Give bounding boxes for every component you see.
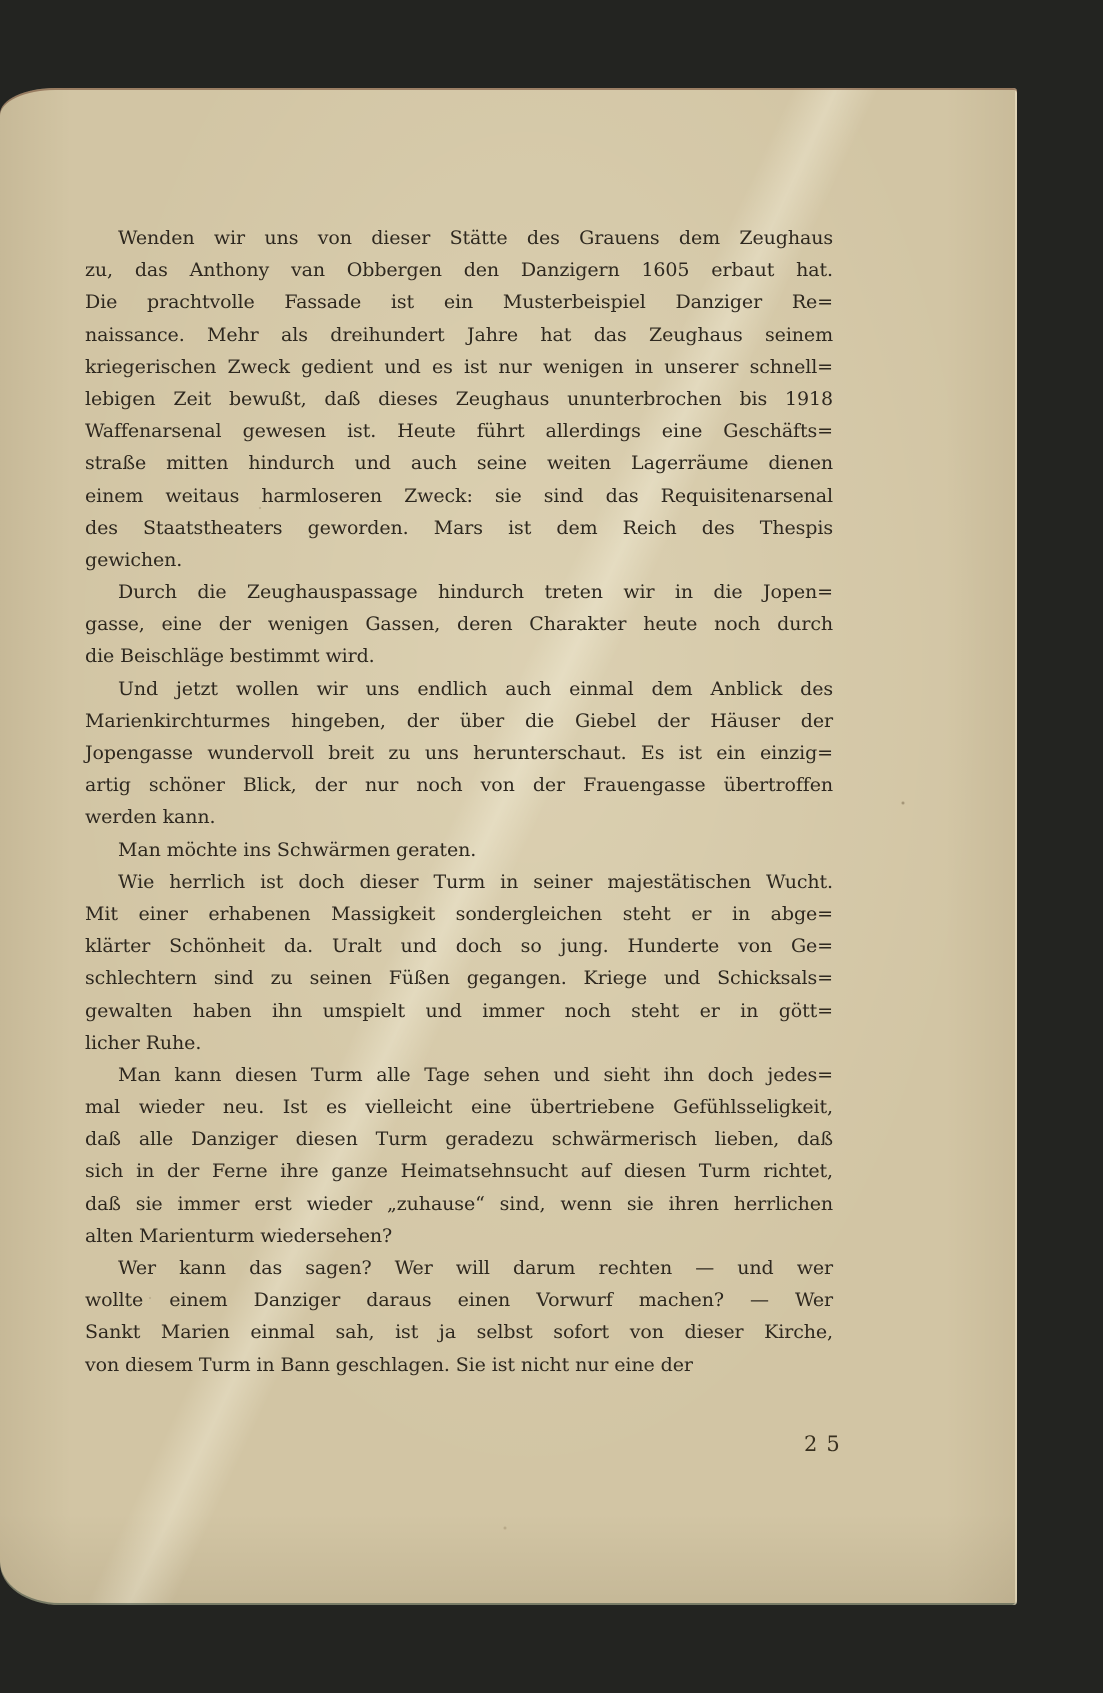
text-line: Man möchte ins Schwärmen geraten. bbox=[118, 838, 477, 861]
text-line: alten Marienturm wiedersehen? bbox=[85, 1224, 393, 1247]
text-line: Sankt Marien einmal sah, ist ja selbst sofort von dieser Kirche, bbox=[85, 1321, 833, 1344]
text-line: Wie herrlich ist doch dieser Turm in seiner majestätischen Wucht. bbox=[118, 870, 833, 893]
text-line: straße mitten hindurch und auch seine weiten Lagerräume dienen bbox=[85, 452, 833, 475]
text-line: mal wieder neu. Ist es vielleicht eine übertriebene Gefühlsseligkeit, bbox=[85, 1096, 833, 1119]
text-line: zu, das Anthony van Obbergen den Danzigern 1605 erbaut hat. bbox=[85, 259, 833, 282]
text-line: daß alle Danziger diesen Turm geradezu schwärmerisch lieben, daß bbox=[85, 1128, 833, 1151]
text-line: licher Ruhe. bbox=[85, 1031, 202, 1054]
text-line: naissance. Mehr als dreihundert Jahre hat das Zeughaus seinem bbox=[85, 323, 833, 346]
text-line: Wenden wir uns von dieser Stätte des Grauens dem Zeughaus bbox=[118, 227, 833, 249]
text-line: des Staatstheaters geworden. Mars ist dem Reich des Thespis bbox=[85, 516, 833, 539]
text-line: sich in der Ferne ihre ganze Heimatsehnsucht auf diesen Turm richtet, bbox=[85, 1160, 833, 1183]
text-line: Jopengasse wundervoll breit zu uns herunterschaut. Es ist ein einzig= bbox=[85, 742, 833, 764]
text-line: gewichen. bbox=[85, 548, 183, 571]
text-line: Waffenarsenal gewesen ist. Heute führt allerdings eine Geschäfts= bbox=[85, 420, 833, 443]
text-line: Wer kann das sagen? Wer will darum rechten — und wer bbox=[118, 1257, 833, 1279]
text-line: Mit einer erhabenen Massigkeit sondergleichen steht er in abge= bbox=[85, 902, 833, 925]
text-line: wollte einem Danziger daraus einen Vorwurf machen? — Wer bbox=[85, 1289, 833, 1312]
text-line: gasse, eine der wenigen Gassen, deren Charakter heute noch durch bbox=[85, 613, 833, 636]
text-line: lebigen Zeit bewußt, daß dieses Zeughaus ununterbrochen bis 1918 bbox=[85, 387, 833, 410]
text-line: Durch die Zeughauspassage hindurch treten wir in die Jopen= bbox=[118, 581, 833, 604]
text-line: von diesem Turm in Bann geschlagen. Sie ist nicht nur eine der bbox=[85, 1353, 693, 1376]
page-number: 25 bbox=[804, 1432, 849, 1456]
text-line: einem weitaus harmloseren Zweck: sie sind das Requisitenarsenal bbox=[85, 484, 833, 507]
text-line: Die prachtvolle Fassade ist ein Musterbeispiel Danziger Re= bbox=[85, 291, 833, 314]
text-line: werden kann. bbox=[85, 806, 216, 829]
text-line: artig schöner Blick, der nur noch von der Frauengasse übertroffen bbox=[85, 774, 833, 797]
text-line: daß sie immer erst wieder „zuhause“ sind, wenn sie ihren herrlichen bbox=[85, 1192, 833, 1215]
text-line: schlechtern sind zu seinen Füßen gegangen. Kriege und Schicksals= bbox=[85, 967, 833, 990]
text-line: Man kann diesen Turm alle Tage sehen und sieht ihn doch jedes= bbox=[118, 1063, 833, 1086]
text-line: gewalten haben ihn umspielt und immer noch steht er in gött= bbox=[85, 999, 833, 1022]
text-line: kriegerischen Zweck gedient und es ist nur wenigen in unserer schnell= bbox=[85, 355, 833, 378]
text-line: Und jetzt wollen wir uns endlich auch einmal dem Anblick des bbox=[118, 677, 833, 700]
book-page bbox=[0, 88, 1017, 1605]
text-line: klärter Schönheit da. Uralt und doch so jung. Hunderte von Ge= bbox=[85, 935, 833, 958]
text-line: Marienkirchturmes hingeben, der über die Giebel der Häuser der bbox=[85, 709, 833, 732]
page-text bbox=[85, 222, 833, 1381]
text-line: die Beischläge bestimmt wird. bbox=[85, 645, 375, 668]
